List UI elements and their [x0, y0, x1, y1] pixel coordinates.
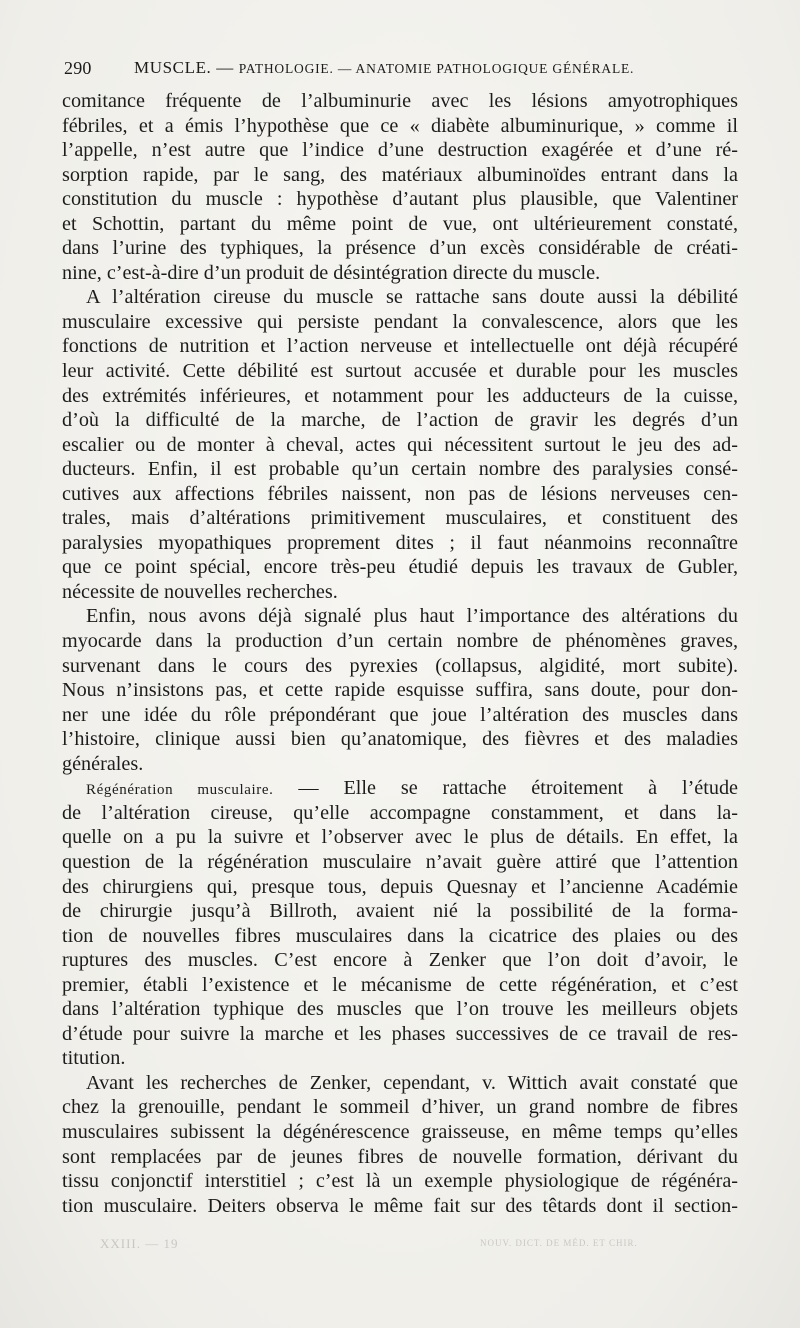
running-title-sub: PATHOLOGIE. — ANATOMIE PATHOLOGIQUE GÉNÉRALE. — [238, 61, 635, 76]
text-line: constitution du muscle : hypothèse d’autant plus plausible, que Valentiner — [62, 188, 738, 211]
text-line: tion musculaire. Deiters observa le même fait sur des têtards dont il section- — [62, 1194, 738, 1217]
text-line: des chirurgiens qui, presque tous, depuis Quesnay et l’ancienne Académie — [62, 875, 738, 898]
section-heading: Régénération musculaire. — [86, 782, 274, 799]
text-line: nine, c’est-à-dire d’un produit de désintégration directe du muscle. — [62, 261, 601, 284]
page-footer — [100, 1236, 700, 1250]
signature-mark: XXIII. — 19 — [100, 1236, 179, 1251]
text-line: tion de nouvelles fibres musculaires dans la cicatrice des plaies ou des — [62, 924, 738, 947]
body-text — [62, 89, 738, 1218]
text-span: — Elle se rattache étroitement à l’étude — [298, 777, 738, 800]
text-line: des extrémités inférieures, et notamment pour les adducteurs de la cuisse, — [62, 384, 738, 407]
text-line: sorption rapide, par le sang, des matériaux albuminoïdes entrant dans la — [62, 163, 738, 186]
text-line: Nous n’insistons pas, et cette rapide esquisse suffira, sans doute, pour don- — [62, 679, 738, 702]
page-number: 290 — [64, 58, 92, 78]
imprint-mark: NOUV. DICT. DE MÉD. ET CHIR. — [480, 1238, 638, 1248]
text-line: générales. — [62, 752, 144, 775]
text-line: trales, mais d’altérations primitivement musculaires, et constituent des — [62, 507, 738, 530]
text-line: fébriles, et a émis l’hypothèse que ce « diabète albuminurique, » comme il — [62, 114, 738, 137]
text-line: et Schottin, partant du même point de vue, ont ultérieurement constaté, — [62, 212, 738, 235]
text-line: l’appelle, n’est autre que l’indice d’une destruction exagérée et d’une ré- — [62, 139, 738, 162]
text-line: nécessite de nouvelles recherches. — [62, 580, 338, 603]
running-header — [64, 58, 740, 80]
text-line: dans l’urine des typhiques, la présence d’un excès considérable de créati- — [62, 237, 738, 260]
running-title-main: MUSCLE. — — [134, 58, 239, 77]
text-line: Avant les recherches de Zenker, cependant, v. Wittich avait constaté que — [86, 1071, 738, 1094]
text-line: leur activité. Cette débilité est surtout accusée et durable pour les muscles — [62, 360, 738, 383]
text-line: comitance fréquente de l’albuminurie avec les lésions amyotrophiques — [62, 90, 738, 112]
text-line: titution. — [62, 1047, 126, 1070]
text-line: musculaire excessive qui persiste pendant la convalescence, alors que les — [62, 310, 738, 333]
text-line: A l’altération cireuse du muscle se rattache sans doute aussi la débilité — [86, 286, 738, 309]
text-line: tissu conjonctif interstitiel ; c’est là un exemple physiologique de régénéra- — [62, 1170, 738, 1193]
text-line: de chirurgie jusqu’à Billroth, avaient nié la possibilité de la forma- — [62, 900, 738, 923]
text-line: ruptures des muscles. C’est encore à Zenker que l’on doit d’avoir, le — [62, 949, 738, 972]
text-line: ner une idée du rôle prépondérant que joue l’altération des muscles dans — [62, 703, 738, 726]
text-line: chez la grenouille, pendant le sommeil d’hiver, un grand nombre de fibres — [62, 1096, 738, 1119]
text-line: myocarde dans la production d’un certain nombre de phénomènes graves, — [62, 630, 738, 653]
text-line: d’étude pour suivre la marche et les phases successives de ce travail de res- — [62, 1022, 738, 1045]
text-line: de l’altération cireuse, qu’elle accompagne constamment, et dans la- — [62, 801, 738, 824]
text-line: question de la régénération musculaire n’avait guère attiré que l’attention — [62, 850, 738, 873]
text-line: survenant dans le cours des pyrexies (collapsus, algidité, mort subite). — [62, 654, 738, 677]
section-heading-line — [62, 776, 738, 801]
text-line: cutives aux affections fébriles naissent, non pas de lésions nerveuses cen- — [62, 482, 738, 505]
text-line: premier, établi l’existence et le mécanisme de cette régénération, et c’est — [62, 973, 738, 996]
text-line: Enfin, nous avons déjà signalé plus haut l’importance des altérations du — [86, 605, 738, 628]
running-title — [134, 58, 634, 78]
text-line: l’histoire, clinique aussi bien qu’anatomique, des fièvres et des maladies — [62, 728, 738, 751]
text-line: fonctions de nutrition et l’action nerveuse et intellectuelle ont déjà récupéré — [62, 335, 738, 358]
text-line: dans l’altération typhique des muscles que l’on trouve les meilleurs objets — [62, 998, 738, 1021]
text-line: paralysies myopathiques proprement dites ; il faut néanmoins reconnaître — [62, 531, 738, 554]
text-line: sont remplacées par de jeunes fibres de nouvelle formation, dérivant du — [62, 1145, 738, 1168]
text-line: d’où la difficulté de la marche, de l’action de gravir les degrés d’un — [62, 409, 738, 432]
text-line: ducteurs. Enfin, il est probable qu’un certain nombre des paralysies consé- — [62, 458, 738, 481]
text-line: musculaires subissent la dégénérescence graisseuse, en même temps qu’elles — [62, 1120, 738, 1143]
text-line: que ce point spécial, encore très-peu étudié depuis les travaux de Gubler, — [62, 556, 738, 579]
text-line: escalier ou de monter à cheval, actes qui nécessitent surtout le jeu des ad- — [62, 433, 738, 456]
text-line: quelle on a pu la suivre et l’observer avec le plus de détails. En effet, la — [62, 826, 738, 849]
